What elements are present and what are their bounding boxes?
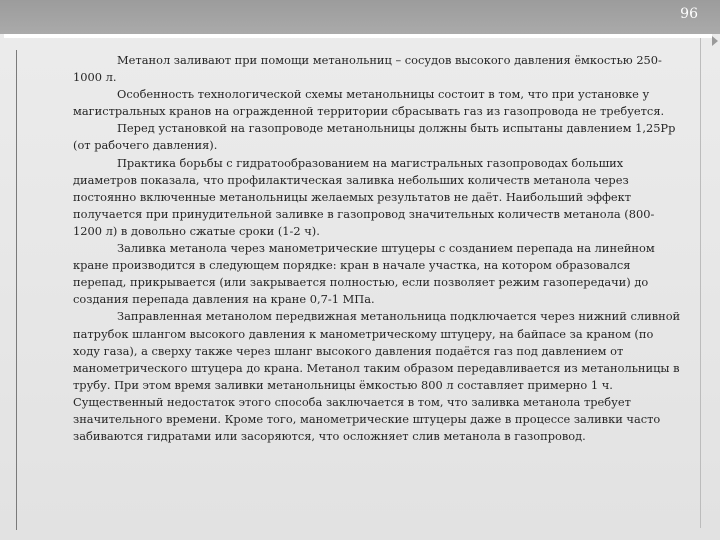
- page-number: 96: [680, 6, 698, 22]
- header-divider: [4, 34, 712, 38]
- paragraph: Особенность технологической схемы метанольницы состоит в том, что при установке у магистральных кранов на огражденной территории сбрасывать газ из газопровода не требуется.: [73, 87, 665, 119]
- header-band: [0, 0, 720, 34]
- text-body: [73, 52, 681, 445]
- paragraph: Практика борьбы с гидратообразованием на магистральных газопроводах больших диаметров показала, что профилактическая заливка небольших количеств метанола через постоянно включенные метанольницы желаемых результатов не даёт. Наибольший эффект получается при принудительной заливке в газопровод значительных количеств метанола (800-1200 л) в довольно сжатые сроки (1-2 ч).: [73, 155, 655, 238]
- paragraph: Заливка метанола через манометрические штуцеры с созданием перепада на линейном кране производится в следующем порядке: кран в начале участка, на котором образовался перепад, прикрывается (или закрывается полностью, если позволяет режим газопередачи) до создания перепада давления на кране 0,7-1 МПа.: [73, 241, 655, 307]
- paragraph: Перед установкой на газопроводе метанольницы должны быть испытаны давлением 1,25Рр (от рабочего давления).: [73, 121, 676, 153]
- paragraph: Заправленная метанолом передвижная метанольница подключается через нижний сливной патрубок шлангом высокого давления к манометрическому штуцеру, на байпасе за краном (по ходу газа), а сверху также через шланг высокого давления подаётся газ под давлением от манометрического штуцера до крана. Метанол таким образом передавливается из метанольницы в трубу. При этом время заливки метанольницы ёмкостью 800 л составляет примерно 1 ч. Существенный недостаток этого способа заключается в том, что заливка метанола требует значительного времени. Кроме того, манометрические штуцеры даже в процессе заливки часто забиваются гидратами или засоряются, что осложняет слив метанола в газопровод.: [73, 309, 681, 444]
- corner-arrow-icon: [712, 36, 718, 46]
- right-margin-line: [700, 38, 701, 528]
- left-margin-line: [16, 50, 17, 530]
- paragraph: Метанол заливают при помощи метанольниц – сосудов высокого давления ёмкостью 250-1000 л.: [73, 53, 662, 85]
